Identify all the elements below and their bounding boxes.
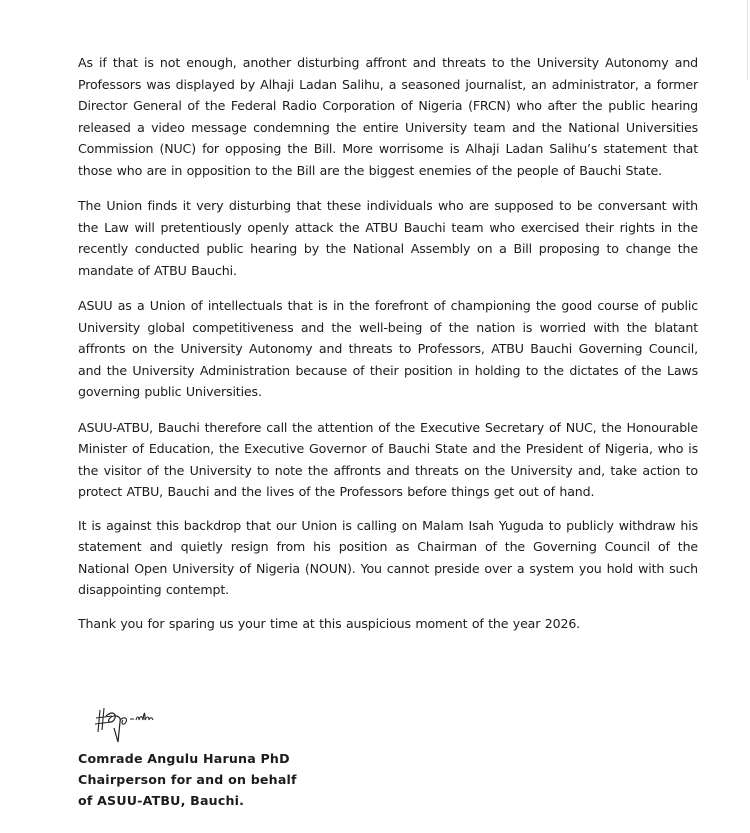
signer-name: Comrade Angulu Haruna PhD [78, 751, 290, 766]
paragraph-union-disturbed: The Union finds it very disturbing that these individuals who are supposed to be conversant with the Law will pretentiously openly attack the ATBU Bauchi team who exercised their rights in the recently conducted public hearing by the National Assembly on a Bill proposing to change the mandate of ATBU Bauchi. [78, 198, 698, 278]
paragraph-call-to-resign: It is against this backdrop that our Union is calling on Malam Isah Yuguda to publicly withdraw his statement and quietly resign from his position as Chairman of the Governing Council of the National Open University of Nigeria (NOUN). You cannot preside over a system you hold with such disappointing contempt. [78, 517, 698, 597]
paragraph-call-attention: ASUU-ATBU, Bauchi therefore call the attention of the Executive Secretary of NUC, the Honourable Minister of Education, the Executive Governor of Bauchi State and the President of Nigeria, who is the visitor of the University to note the affronts and threats on the University and, take action to protect ATBU, Bauchi and the lives of the Professors before things get out of hand. [78, 419, 698, 499]
signature-block [78, 702, 378, 811]
signer-title: Chairperson for and on behalf [78, 772, 297, 787]
paragraph-asuu-intellectuals: ASUU as a Union of intellectuals that is in the forefront of championing the good course of public University global competitiveness and the well-being of the nation is worried with the blatant affronts on the University Autonomy and threats to Professors, ATBU Bauchi Governing Council, and the University Administration because of their position in holding to the dictates of the Laws governing public Universities. [78, 298, 698, 399]
paragraph-affront-salihu: As if that is not enough, another disturbing affront and threats to the University Autonomy and Professors was displayed by Alhaji Ladan Salihu, a seasoned journalist, an administrator, a former Director General of the Federal Radio Corporation of Nigeria (FRCN) who after the public hearing released a video message condemning the entire University team and the National Universities Commission (NUC) for opposing the Bill. More worrisome is Alhaji Ladan Salihu’s statement that those who are in opposition to the Bill are the biggest enemies of the people of Bauchi State. [78, 55, 698, 178]
handwritten-signature-icon [92, 702, 172, 748]
paragraph-thank-you: Thank you for sparing us your time at this auspicious moment of the year 2026. [78, 615, 581, 631]
page-edge-line [747, 0, 748, 80]
signer-organization: of ASUU-ATBU, Bauchi. [78, 793, 245, 808]
letter-body [78, 52, 698, 648]
